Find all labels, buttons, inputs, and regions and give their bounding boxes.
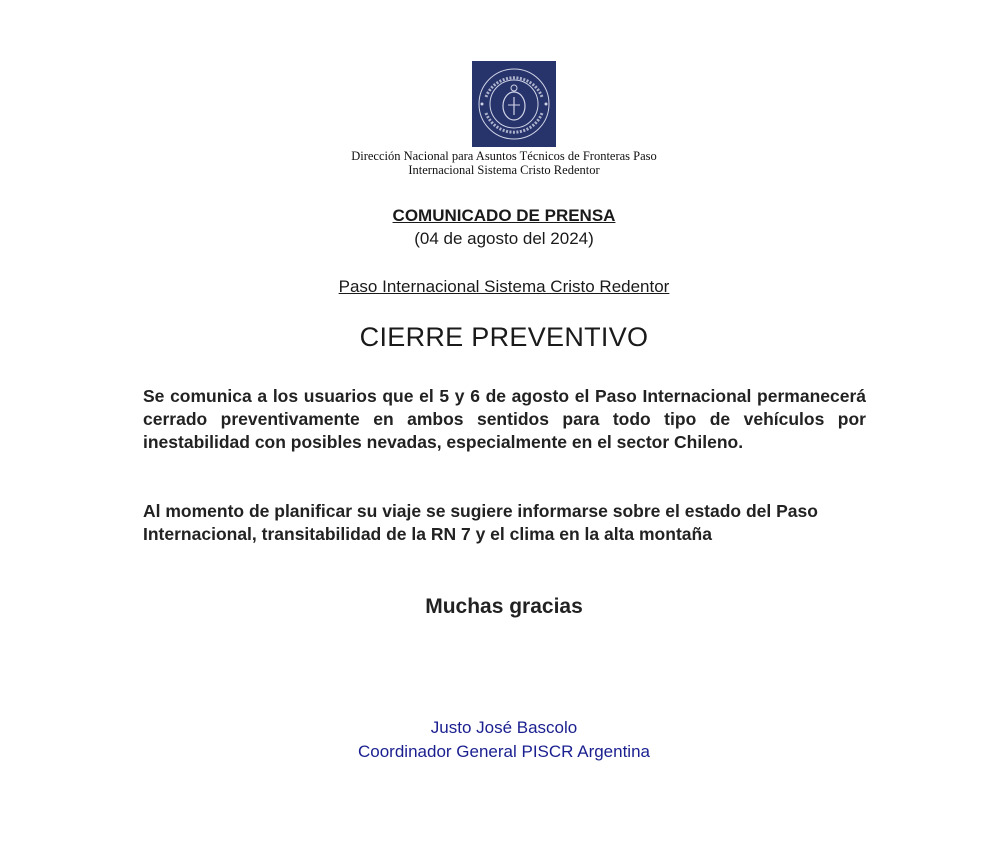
ministry-seal-logo	[472, 61, 556, 147]
document-date: (04 de agosto del 2024)	[414, 229, 594, 248]
signature-position: Coordinador General PISCR Argentina	[358, 742, 650, 761]
agency-line-1: Dirección Nacional para Asuntos Técnicos de Fronteras Paso	[351, 149, 657, 163]
document-title	[0, 206, 1008, 226]
agency-name	[0, 149, 1008, 177]
ministerio-del-interior-seal-icon	[472, 61, 556, 147]
document-title-text: COMUNICADO DE PRENSA	[392, 206, 616, 225]
paragraph-closure-notice: Se comunica a los usuarios que el 5 y 6 de agosto el Paso Internacional permanecerá cerrado preventivamente en ambos sentidos para todo tipo de vehículos por inestabilidad con posibles nevadas, especialmente en el sector Chileno.	[143, 386, 866, 452]
paragraph-travel-advice: Al momento de planificar su viaje se sugiere informarse sobre el estado del Paso Internacional, transitabilidad de la RN 7 y el clima en la alta montaña	[143, 501, 818, 544]
signature-name: Justo José Bascolo	[430, 718, 578, 737]
document-subtitle	[0, 277, 1008, 297]
agency-line-2: Internacional Sistema Cristo Redentor	[408, 163, 600, 177]
headline: CIERRE PREVENTIVO	[359, 322, 649, 352]
closing-thanks: Muchas gracias	[425, 595, 583, 618]
document-subtitle-text: Paso Internacional Sistema Cristo Redentor	[338, 277, 670, 296]
